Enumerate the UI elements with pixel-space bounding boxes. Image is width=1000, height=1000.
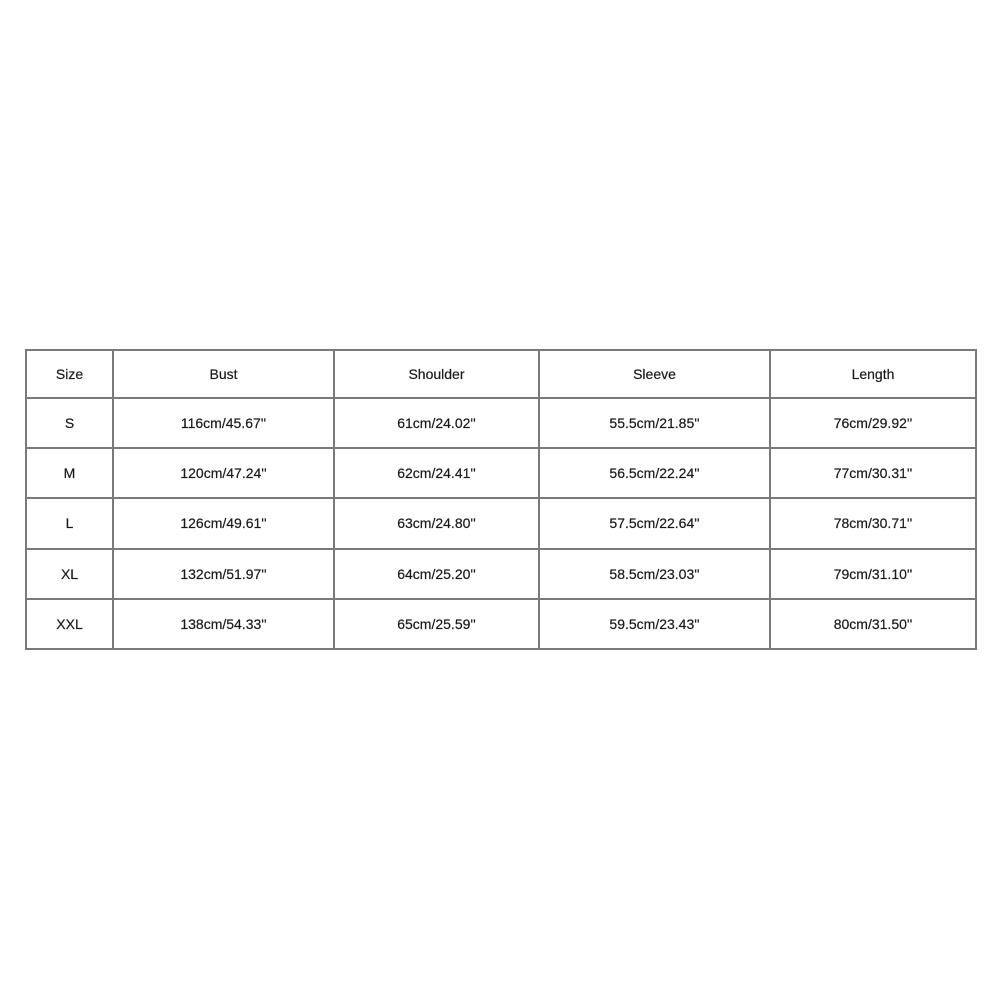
cell-length: 76cm/29.92'' [770,398,976,448]
table-header-row [26,350,976,398]
table-row [26,498,976,548]
cell-shoulder: 61cm/24.02'' [334,398,539,448]
cell-length: 78cm/30.71'' [770,498,976,548]
cell-sleeve: 57.5cm/22.64'' [539,498,770,548]
table-row [26,549,976,599]
cell-bust: 132cm/51.97'' [113,549,334,599]
size-chart-table [25,349,977,650]
cell-size: XL [26,549,113,599]
cell-shoulder: 63cm/24.80'' [334,498,539,548]
header-bust: Bust [113,350,334,398]
cell-size: S [26,398,113,448]
cell-bust: 120cm/47.24'' [113,448,334,498]
cell-sleeve: 59.5cm/23.43'' [539,599,770,649]
cell-size: L [26,498,113,548]
cell-length: 80cm/31.50'' [770,599,976,649]
cell-sleeve: 56.5cm/22.24'' [539,448,770,498]
cell-shoulder: 65cm/25.59'' [334,599,539,649]
header-length: Length [770,350,976,398]
cell-shoulder: 62cm/24.41'' [334,448,539,498]
cell-shoulder: 64cm/25.20'' [334,549,539,599]
cell-size: M [26,448,113,498]
cell-sleeve: 55.5cm/21.85'' [539,398,770,448]
cell-bust: 138cm/54.33'' [113,599,334,649]
header-shoulder: Shoulder [334,350,539,398]
cell-bust: 126cm/49.61'' [113,498,334,548]
cell-length: 77cm/30.31'' [770,448,976,498]
cell-size: XXL [26,599,113,649]
table-row [26,599,976,649]
table-row [26,398,976,448]
cell-bust: 116cm/45.67'' [113,398,334,448]
table-row [26,448,976,498]
cell-length: 79cm/31.10'' [770,549,976,599]
header-sleeve: Sleeve [539,350,770,398]
header-size: Size [26,350,113,398]
cell-sleeve: 58.5cm/23.03'' [539,549,770,599]
